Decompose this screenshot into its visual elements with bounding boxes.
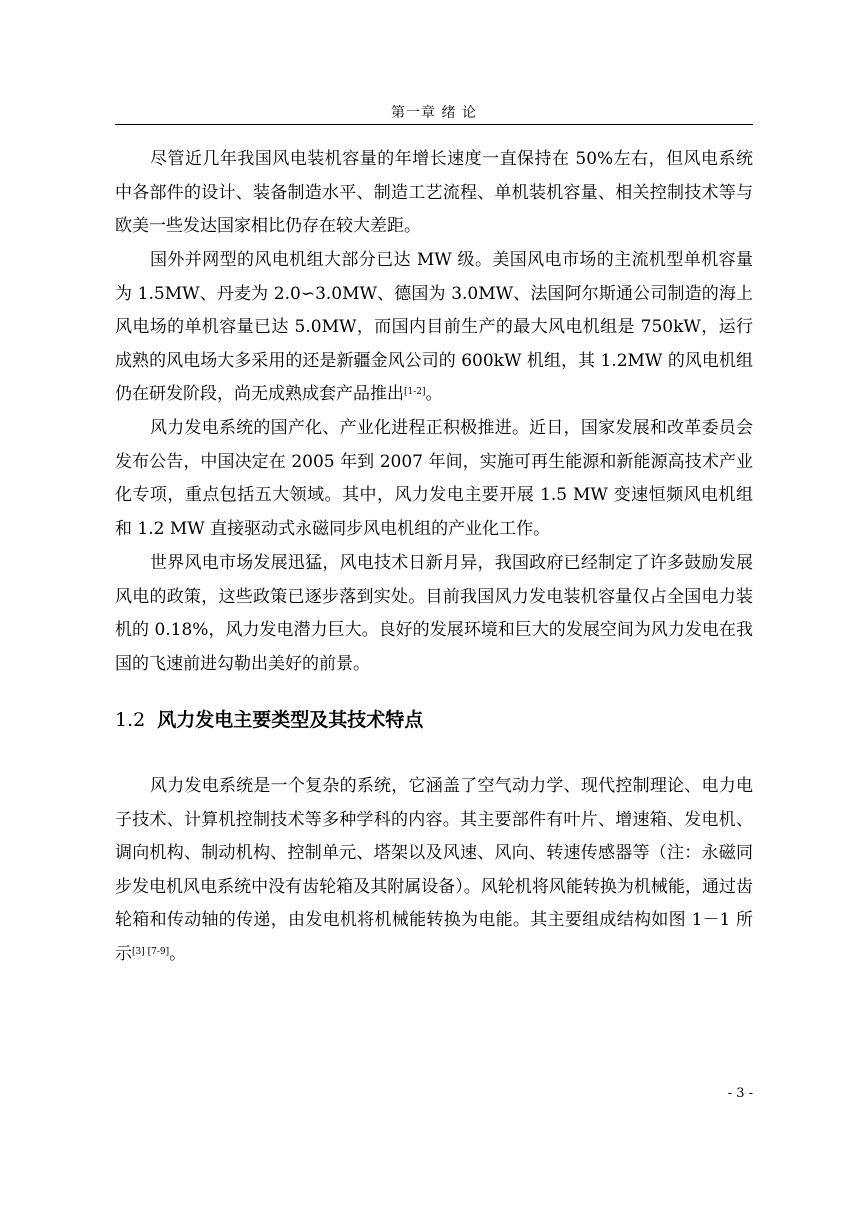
paragraph-2	[115, 244, 753, 412]
paragraph-1-text: 尽管近几年我国风电装机容量的年增长速度一直保持在 50%左右，但风电系统中各部件的设计、装备制造水平、制造工艺流程、单机装机容量、相关控制技术等与欧美一些发达国家相比仍存在较大差距。	[115, 149, 753, 237]
paragraph-3	[115, 412, 753, 546]
section-paragraph	[115, 770, 753, 972]
header-rule	[115, 124, 753, 125]
page-number: - 3 -	[727, 1086, 753, 1101]
citation-1-2: [1-2]	[404, 387, 426, 398]
section-title: 风力发电主要类型及其技术特点	[157, 709, 424, 731]
paragraph-4	[115, 547, 753, 681]
paragraph-1	[115, 143, 753, 244]
paragraph-2-text: 国外并网型的风电机组大部分已达 MW 级。美国风电市场的主流机型单机容量为 1.5MW、丹麦为 2.0∽3.0MW、德国为 3.0MW、法国阿尔斯通公司制造的海上风电场的单机容量已达 5.0MW，而国内目前生产的最大风电机组是 750kW，运行成熟的风电场大多采用的还是新疆金风公司的 600kW 机组，其 1.2MW 的风电机组仍在研发阶段，尚无成熟成套产品推出	[115, 250, 753, 405]
section-paragraph-text: 风力发电系统是一个复杂的系统，它涵盖了空气动力学、现代控制理论、电力电子技术、计算机控制技术等多种学科的内容。其主要部件有叶片、增速箱、发电机、调向机构、制动机构、控制单元、塔架以及风速、风向、转速传感器等（注：永磁同步发电机风电系统中没有齿轮箱及其附属设备）。风轮机将风能转换为机械能，通过齿轮箱和传动轴的传递，由发电机将机械能转换为电能。其主要组成结构如图 1－1 所示	[115, 776, 753, 964]
section-paragraph-end: 。	[169, 943, 187, 964]
paragraph-2-end: 。	[425, 384, 443, 405]
paragraph-3-text: 风力发电系统的国产化、产业化进程正积极推进。近日，国家发展和改革委员会发布公告，中国决定在 2005 年到 2007 年间，实施可再生能源和新能源高技术产业化专项，重点包括五大领域。其中，风力发电主要开展 1.5 MW 变速恒频风电机组和 1.2 MW 直接驱动式永磁同步风电机组的产业化工作。	[115, 418, 753, 539]
running-header: 第一章 绪 论	[391, 105, 477, 121]
section-heading	[115, 705, 753, 732]
citation-3-7-9: [3] [7-9]	[132, 946, 170, 957]
section-number: 1.2	[115, 709, 146, 731]
paragraph-4-text: 世界风电市场发展迅猛，风电技术日新月异，我国政府已经制定了许多鼓励发展风电的政策，这些政策已逐步落到实处。目前我国风力发电装机容量仅占全国电力装机的 0.18%，风力发电潜力巨大。良好的发展环境和巨大的发展空间为风力发电在我国的飞速前进勾勒出美好的前景。	[115, 553, 753, 674]
